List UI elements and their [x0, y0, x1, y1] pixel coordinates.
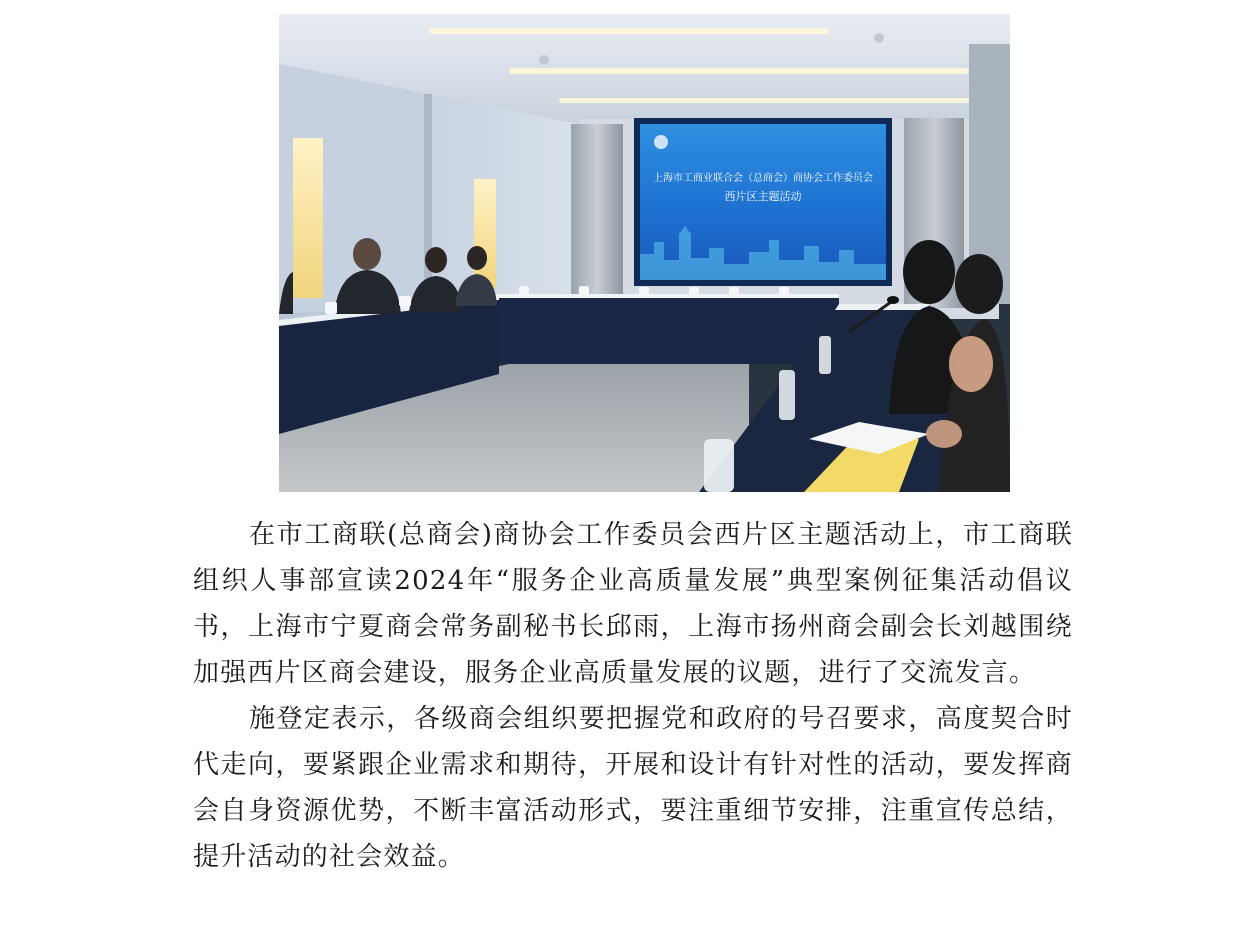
screen-subtitle: 西片区主题活动 [724, 190, 802, 203]
article-body [193, 512, 1073, 880]
screen-title: 上海市工商业联合会（总商会）商协会工作委员会 [653, 173, 873, 184]
meeting-photo [279, 14, 1010, 492]
meeting-photo-illustration [279, 14, 1010, 492]
paragraph-1: 在市工商联(总商会)商协会工作委员会西片区主题活动上，市工商联组织人事部宣读2024年“服务企业高质量发展”典型案例征集活动倡议书，上海市宁夏商会常务副秘书长邱雨，上海市扬州商会副会长刘越围绕加强西片区商会建设，服务企业高质量发展的议题，进行了交流发言。 [193, 520, 1073, 688]
paragraph-2: 施登定表示，各级商会组织要把握党和政府的号召要求，高度契合时代走向，要紧跟企业需求和期待，开展和设计有针对性的活动，要发挥商会自身资源优势，不断丰富活动形式，要注重细节安排，注重宣传总结，提升活动的社会效益。 [193, 704, 1073, 872]
